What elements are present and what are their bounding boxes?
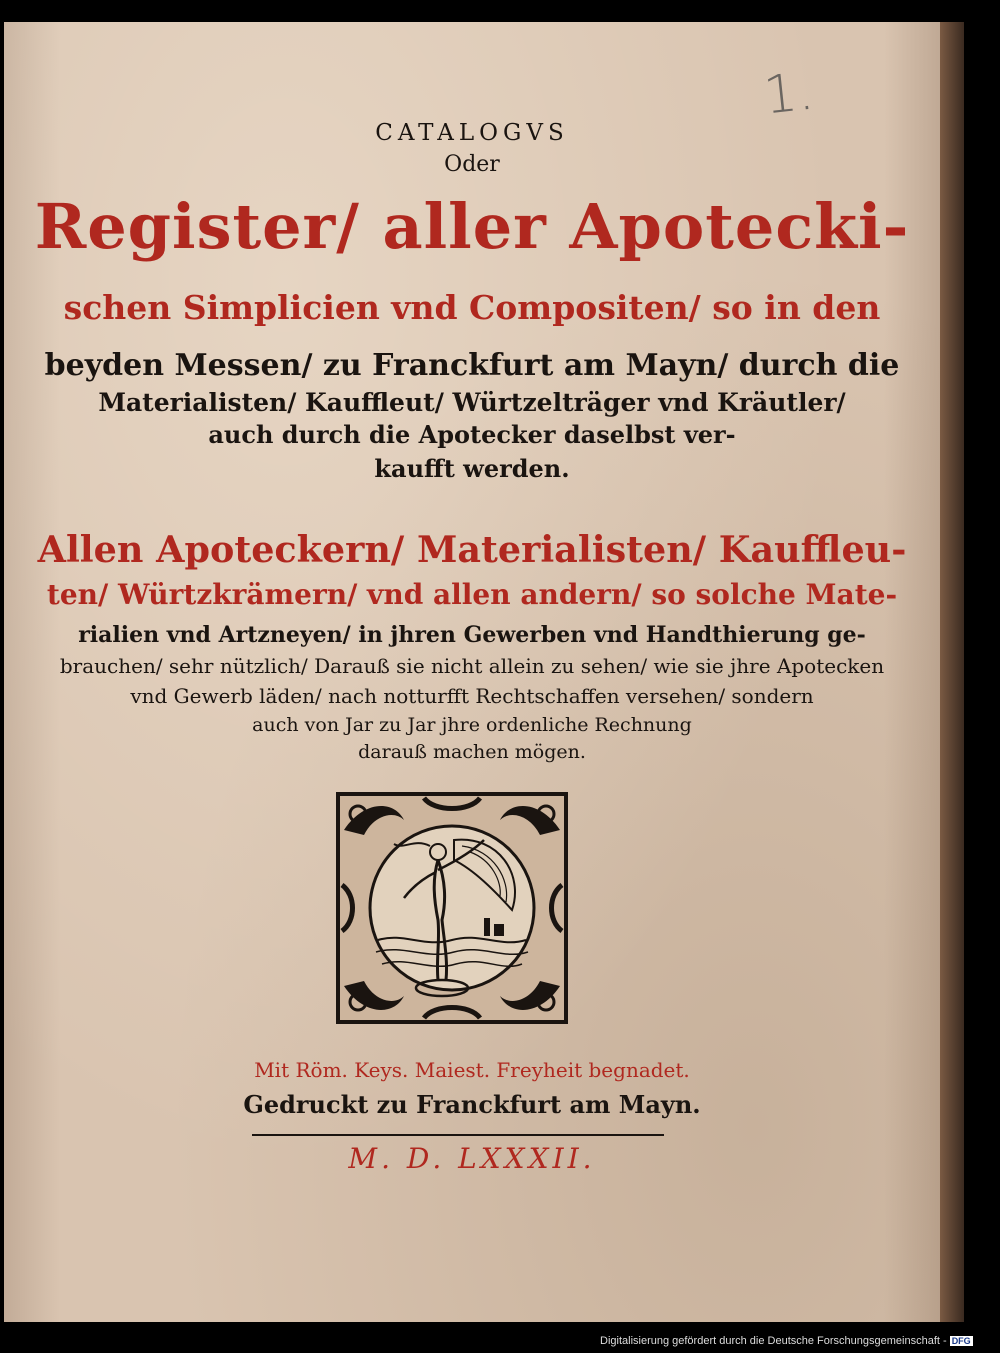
book-edge	[940, 22, 964, 1322]
subtitle-line-4: brauchen/ sehr nützlich/ Darauß sie nicht allein zu sehen/ wie sie jhre Apotecken	[59, 654, 885, 678]
divider-rule	[252, 1134, 664, 1136]
title-line-3: beyden Messen/ zu Franckfurt am Mayn/ durch die	[44, 348, 900, 383]
subtitle-line-3: rialien vnd Artzneyen/ in jhren Gewerben vnd Handthierung ge-	[78, 622, 866, 648]
subtitle-line-2: ten/ Würtzkrämern/ vnd allen andern/ so solche Mate-	[46, 578, 898, 611]
title-page	[4, 22, 940, 1322]
subtitle-line-6: auch von Jar zu Jar jhre ordenliche Rechnung	[252, 714, 692, 736]
footer-text: Digitalisierung gefördert durch die Deutsche Forschungsgemeinschaft -	[600, 1335, 947, 1347]
oder-text: Oder	[444, 152, 500, 177]
privilege-line: Mit Röm. Keys. Maiest. Freyheit begnadet.	[254, 1058, 690, 1082]
title-line-6: kaufft werden.	[374, 454, 570, 483]
catalogus-heading: CATALOGVS	[375, 120, 569, 146]
printer-device-woodcut	[334, 790, 570, 1026]
subtitle-line-1: Allen Apoteckern/ Materialisten/ Kauffleu-	[37, 528, 907, 571]
pencil-annotation: 1.	[761, 61, 817, 127]
title-line-5: auch durch die Apotecker daselbst ver-	[208, 420, 736, 449]
dfg-logo: DFG	[951, 1336, 971, 1347]
title-line-2: schen Simplicien vnd Compositen/ so in den	[63, 288, 881, 327]
footer-credit	[600, 1335, 996, 1351]
subtitle-line-7: darauß machen mögen.	[358, 741, 586, 763]
publication-year: M. D. LXXXII.	[348, 1142, 596, 1175]
subtitle-line-5: vnd Gewerb läden/ nach notturfft Rechtschaffen versehen/ sondern	[130, 684, 814, 708]
imprint-line: Gedruckt zu Franckfurt am Mayn.	[243, 1090, 701, 1119]
title-line-4: Materialisten/ Kauffleut/ Würtzelträger vnd Kräutler/	[98, 388, 846, 417]
title-line-1: Register/ aller Apotecki-	[34, 190, 910, 263]
